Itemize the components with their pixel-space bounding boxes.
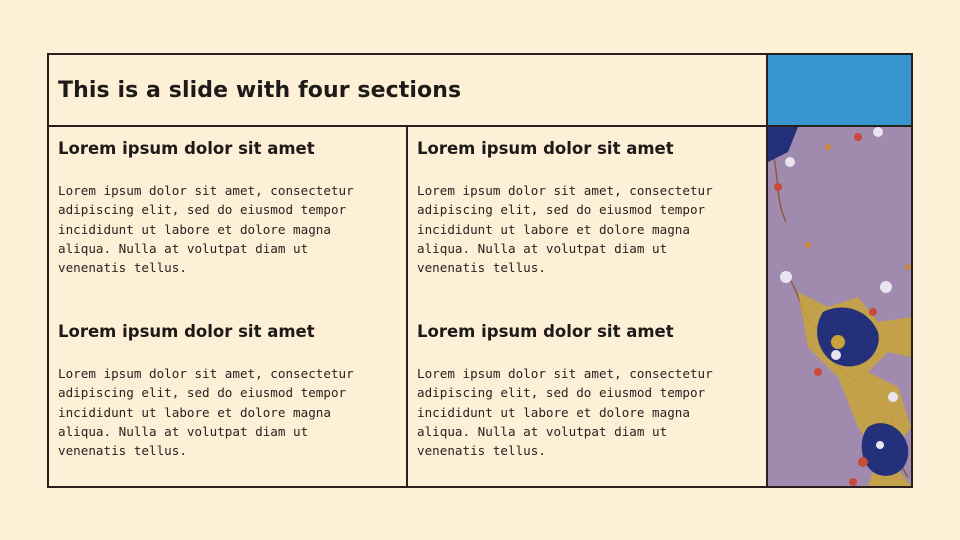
middle-column	[408, 127, 768, 486]
section-4-heading: Lorem ipsum dolor sit amet	[417, 322, 674, 341]
section-2-body: Lorem ipsum dolor sit amet, consectetur adipiscing elit, sed do eiusmod tempor incididunt ut labore et dolore magna aliqua. Nulla at volutpat diam ut venenatis tellus.	[417, 183, 713, 276]
left-column	[49, 127, 408, 486]
section-3-body: Lorem ipsum dolor sit amet, consectetur adipiscing elit, sed do eiusmod tempor incididunt ut labore et dolore magna aliqua. Nulla at volutpat diam ut venenatis tellus.	[58, 366, 354, 459]
decorative-illumination-image	[768, 127, 911, 486]
illumination-ornament-icon	[768, 127, 911, 486]
section-1-body: Lorem ipsum dolor sit amet, consectetur adipiscing elit, sed do eiusmod tempor incididunt ut labore et dolore magna aliqua. Nulla at volutpat diam ut venenatis tellus.	[58, 183, 354, 276]
slide-title: This is a slide with four sections	[58, 77, 462, 103]
section-1-heading: Lorem ipsum dolor sit amet	[58, 139, 315, 158]
section-1	[58, 139, 398, 277]
slide-frame	[47, 53, 913, 488]
title-cell	[49, 55, 768, 127]
section-4	[417, 322, 757, 460]
section-3-heading: Lorem ipsum dolor sit amet	[58, 322, 315, 341]
section-4-body: Lorem ipsum dolor sit amet, consectetur adipiscing elit, sed do eiusmod tempor incididunt ut labore et dolore magna aliqua. Nulla at volutpat diam ut venenatis tellus.	[417, 366, 713, 459]
section-2-heading: Lorem ipsum dolor sit amet	[417, 139, 674, 158]
section-3	[58, 322, 398, 460]
accent-blue-block	[768, 55, 911, 127]
section-2	[417, 139, 757, 277]
